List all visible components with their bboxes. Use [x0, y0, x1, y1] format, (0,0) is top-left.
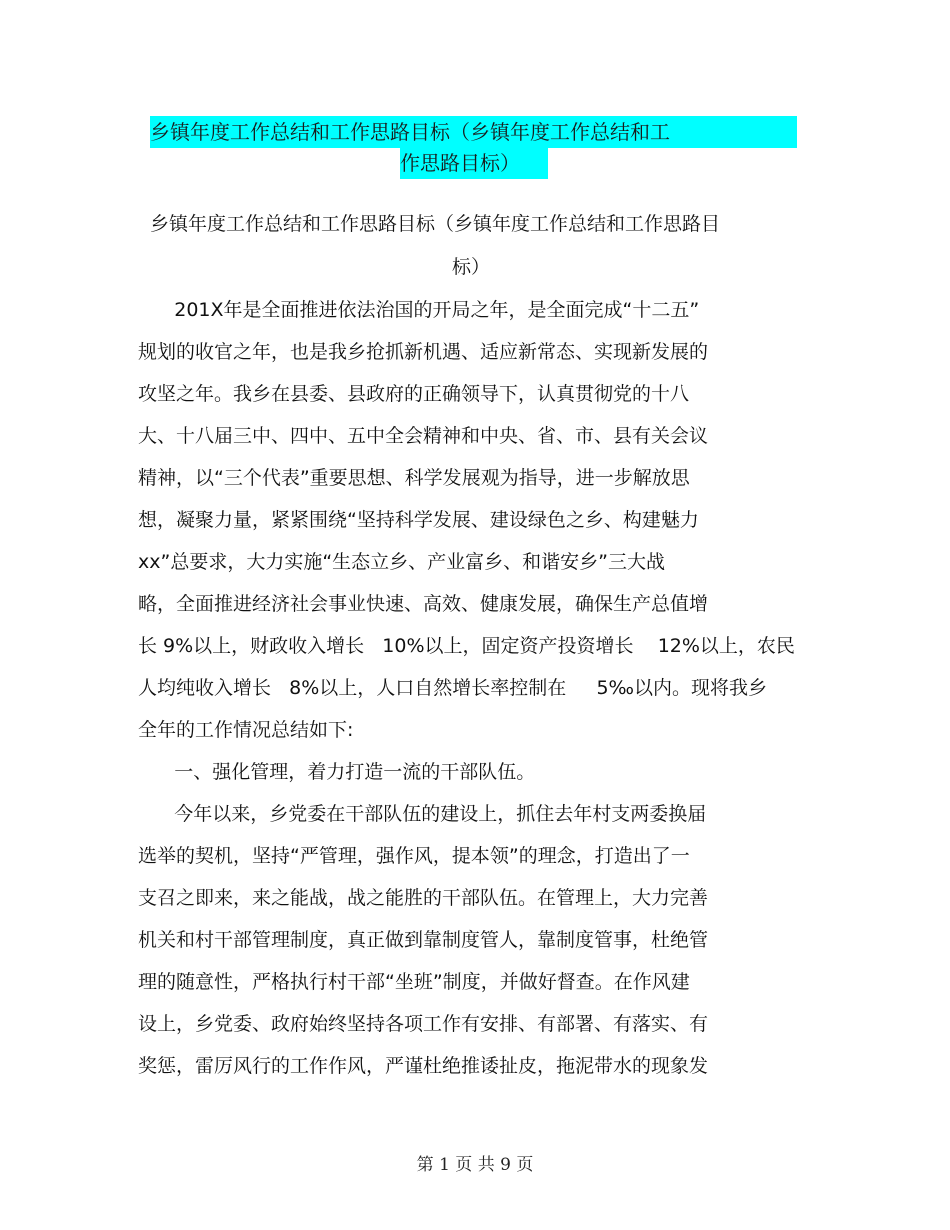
body-line: 今年以来，乡党委在干部队伍的建设上，抓住去年村支两委换届	[138, 803, 707, 825]
document-title-line-2: 作思路目标）	[400, 147, 548, 179]
body-line: 长 9%以上，财政收入增长 10%以上，固定资产投资增长 12%以上，农民	[138, 635, 795, 657]
body-line: 选举的契机，坚持“严管理，强作风，提本领”的理念，打造出了一	[138, 845, 690, 867]
body-line: 机关和村干部管理制度，真正做到靠制度管人，靠制度管事，杜绝管	[138, 929, 709, 951]
body-line: 略，全面推进经济社会事业快速、高效、健康发展，确保生产总值增	[138, 593, 709, 615]
body-line: 设上，乡党委、政府始终坚持各项工作有安排、有部署、有落实、有	[138, 1013, 709, 1035]
body-line: 全年的工作情况总结如下:	[138, 719, 354, 741]
subtitle-line-2: 标）	[452, 256, 491, 278]
body-line: 201X年是全面推进依法治国的开局之年，是全面完成“十二五”	[138, 299, 700, 321]
document-title-line-1: 乡镇年度工作总结和工作思路目标（乡镇年度工作总结和工	[150, 116, 797, 148]
page-footer: 第 1 页 共 9 页	[416, 1155, 534, 1175]
body-line: xx”总要求，大力实施“生态立乡、产业富乡、和谐安乡”三大战	[138, 551, 666, 573]
body-line: 支召之即来，来之能战，战之能胜的干部队伍。在管理上，大力完善	[138, 887, 709, 909]
body-line: 人均纯收入增长 8%以上，人口自然增长率控制在 5‰以内。现将我乡	[138, 677, 768, 699]
body-line: 攻坚之年。我乡在县委、县政府的正确领导下，认真贯彻党的十八	[138, 383, 690, 405]
body-line: 精神，以“三个代表”重要思想、科学发展观为指导，进一步解放思	[138, 467, 690, 489]
subtitle-line-1: 乡镇年度工作总结和工作思路目标（乡镇年度工作总结和工作思路目	[150, 213, 721, 235]
section-heading: 一、强化管理，着力打造一流的干部队伍。	[138, 761, 536, 783]
body-line: 规划的收官之年，也是我乡抢抓新机遇、适应新常态、实现新发展的	[138, 341, 709, 363]
body-line: 想，凝聚力量，紧紧围绕“坚持科学发展、建设绿色之乡、构建魅力	[138, 509, 699, 531]
body-line: 大、十八届三中、四中、五中全会精神和中央、省、市、县有关会议	[138, 425, 709, 447]
body-line: 奖惩，雷厉风行的工作作风，严谨杜绝推诿扯皮，拖泥带水的现象发	[138, 1055, 709, 1077]
body-line: 理的随意性，严格执行村干部“坐班”制度，并做好督查。在作风建	[138, 971, 690, 993]
